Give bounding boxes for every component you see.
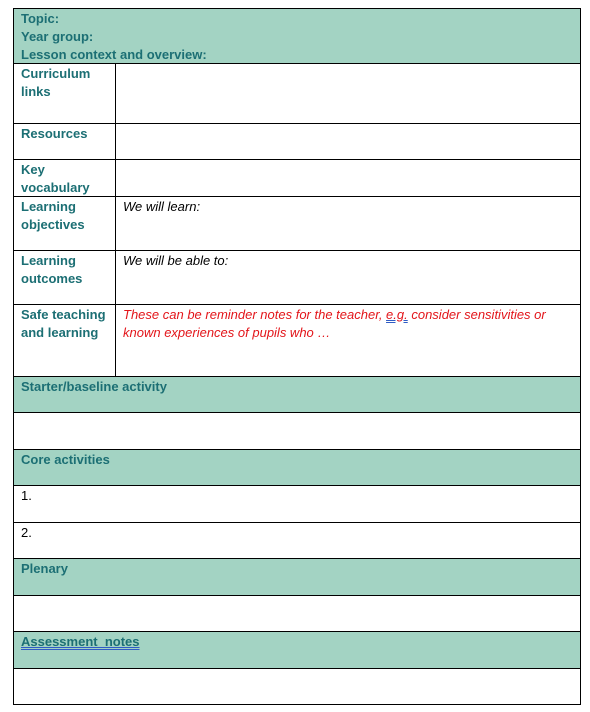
core-activity-item-2[interactable] bbox=[14, 523, 580, 559]
learning-objectives-label: Learning objectives bbox=[14, 197, 116, 250]
plenary-header bbox=[14, 559, 580, 596]
safe-teaching-note-eg: e.g. bbox=[386, 307, 408, 322]
assessment-notes-header bbox=[14, 632, 580, 669]
learning-outcomes-cell[interactable] bbox=[116, 251, 580, 304]
key-vocabulary-label: Key vocabulary bbox=[14, 160, 116, 196]
safe-teaching-note-before: These can be reminder notes for the teacher, bbox=[123, 307, 387, 322]
core-activities-label: Core activities bbox=[21, 452, 110, 467]
core-activity-number-2: 2. bbox=[21, 525, 32, 540]
starter-header bbox=[14, 377, 580, 413]
learning-objectives-prompt: We will learn: bbox=[123, 199, 201, 214]
assessment-notes-label: Assessment notes bbox=[21, 634, 140, 649]
resources-label: Resources bbox=[14, 124, 116, 159]
starter-cell[interactable] bbox=[14, 413, 580, 450]
curriculum-links-row bbox=[14, 64, 580, 124]
year-group-label: Year group: bbox=[21, 29, 94, 44]
resources-row bbox=[14, 124, 580, 160]
core-activity-item-1[interactable] bbox=[14, 486, 580, 523]
learning-outcomes-prompt: We will be able to: bbox=[123, 253, 229, 268]
starter-label: Starter/baseline activity bbox=[21, 379, 167, 394]
core-activities-header bbox=[14, 450, 580, 486]
assessment-notes-cell[interactable] bbox=[14, 669, 580, 704]
learning-outcomes-row bbox=[14, 251, 580, 305]
plenary-label: Plenary bbox=[21, 561, 68, 576]
safe-teaching-note-after: consider sensitivities or known experiences of pupils who … bbox=[123, 307, 546, 340]
lesson-header bbox=[14, 9, 580, 64]
learning-objectives-cell[interactable] bbox=[116, 197, 580, 250]
curriculum-links-cell[interactable] bbox=[116, 64, 580, 123]
safe-teaching-label: Safe teaching and learning bbox=[14, 305, 116, 376]
plenary-cell[interactable] bbox=[14, 596, 580, 632]
curriculum-links-label: Curriculum links bbox=[14, 64, 116, 123]
lesson-context-label: Lesson context and overview: bbox=[21, 47, 207, 62]
safe-teaching-row bbox=[14, 305, 580, 377]
learning-outcomes-label: Learning outcomes bbox=[14, 251, 116, 304]
lesson-plan-template bbox=[13, 8, 581, 705]
learning-objectives-row bbox=[14, 197, 580, 251]
resources-cell[interactable] bbox=[116, 124, 580, 159]
key-vocabulary-row bbox=[14, 160, 580, 197]
core-activity-number-1: 1. bbox=[21, 488, 32, 503]
key-vocabulary-cell[interactable] bbox=[116, 160, 580, 196]
safe-teaching-cell[interactable] bbox=[116, 305, 580, 376]
topic-label: Topic: bbox=[21, 11, 60, 26]
